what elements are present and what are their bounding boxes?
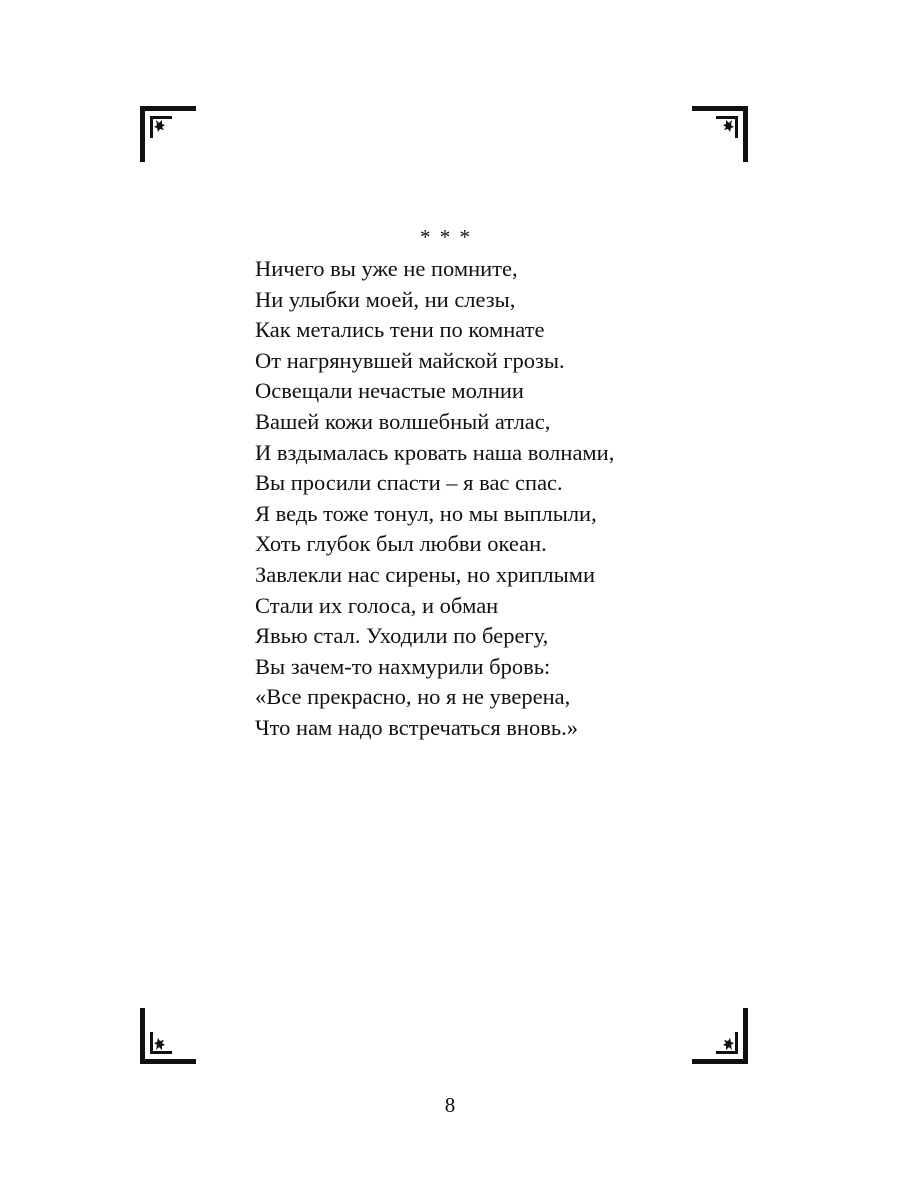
corner-ornament-bottom-right-icon xyxy=(692,1008,748,1064)
poem-line: Явью стал. Уходили по берегу, xyxy=(255,623,549,649)
poem-line: Вы просили спасти – я вас спас. xyxy=(255,470,563,496)
poem-line: И вздымалась кровать наша волнами, xyxy=(255,439,615,465)
corner-ornament-bottom-left-icon xyxy=(140,1008,196,1064)
poem-line: Я ведь тоже тонул, но мы выплыли, xyxy=(255,500,597,526)
poem-line: Завлекли нас сирены, но хриплыми xyxy=(255,561,596,587)
poem-line: От нагрянувшей майской грозы. xyxy=(255,347,565,373)
poem xyxy=(255,222,675,744)
corner-ornament-top-left-icon xyxy=(140,106,196,162)
poem-line: Стали их голоса, и обман xyxy=(255,592,499,618)
poem-separator: * * * xyxy=(420,225,472,249)
poem-line: «Все прекрасно, но я не уверена, xyxy=(255,684,571,710)
poem-line: Хоть глубок был любви океан. xyxy=(255,531,547,557)
page-number: 8 xyxy=(444,1093,456,1117)
corner-ornament-top-right-icon xyxy=(692,106,748,162)
poem-line: Ни улыбки моей, ни слезы, xyxy=(255,286,516,312)
poem-line: Освещали нечастые молнии xyxy=(255,378,524,404)
poem-line: Вашей кожи волшебный атлас, xyxy=(255,408,551,434)
poem-line: Вы зачем-то нахмурили бровь: xyxy=(255,653,551,679)
poem-lines xyxy=(255,254,675,744)
poem-line: Как метались тени по комнате xyxy=(255,317,545,343)
poem-line: Что нам надо встречаться вновь.» xyxy=(255,714,578,740)
poem-line: Ничего вы уже не помните, xyxy=(255,256,518,281)
